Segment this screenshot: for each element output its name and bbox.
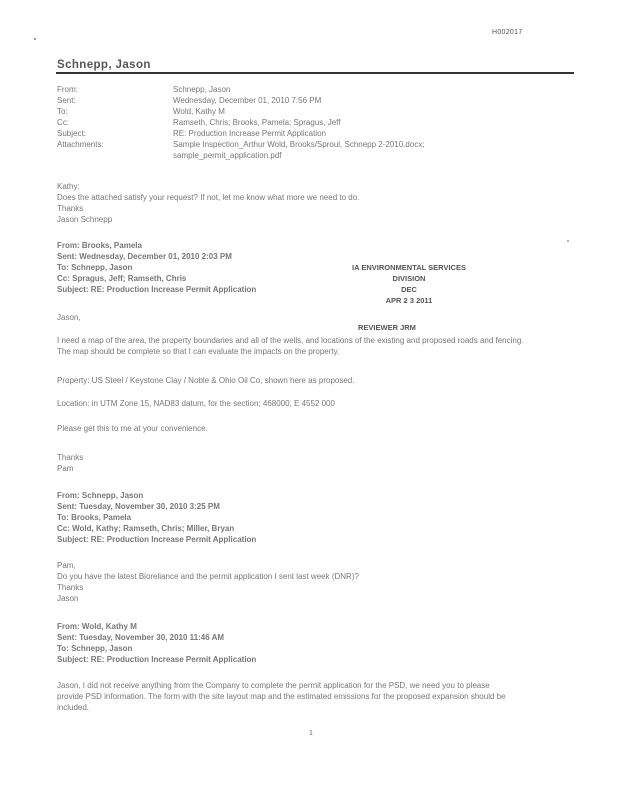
quoted-header-line: To: Brooks, Pamela xyxy=(57,513,132,522)
message-body xyxy=(57,181,557,225)
message-line: Thanks xyxy=(57,204,84,213)
message-line: Does the attached satisfy your request? If not, let me know what more we need to do. xyxy=(57,193,360,202)
quoted-header-line: To: Schnepp, Jason xyxy=(57,263,133,272)
quoted-header-line: Subject: RE: Production Increase Permit Application xyxy=(57,655,257,664)
reviewer-stamp: REVIEWER JRM xyxy=(358,323,416,332)
header-value: RE: Production Increase Permit Application xyxy=(173,129,326,138)
header-value: Sample Inspection_Arthur Wold, Brooks/Sproul, Schnepp 2-2010.docx; xyxy=(173,140,425,149)
quoted-greeting: Jason, xyxy=(57,313,81,322)
message-line: Pam, xyxy=(57,561,76,570)
stamp-line: IA ENVIRONMENTAL SERVICES xyxy=(352,263,466,272)
header-label: Sent: xyxy=(57,96,76,105)
quoted-header-3 xyxy=(57,621,557,665)
header-value: sample_permit_application.pdf xyxy=(173,151,282,160)
quoted-item-3: Please get this to me at your convenience. xyxy=(57,424,208,433)
quoted-header-line: Subject: RE: Production Increase Permit Application xyxy=(57,285,257,294)
header-row-to xyxy=(57,106,487,117)
header-value: Ramseth, Chris; Brooks, Pamela; Spragus, Jeff xyxy=(173,118,341,127)
quoted-body-3 xyxy=(57,680,557,713)
header-label: Attachments: xyxy=(57,140,104,149)
quoted-header-2 xyxy=(57,490,557,545)
message-line: Jason Schnepp xyxy=(57,215,113,224)
speck-mark xyxy=(34,38,36,40)
quoted-header-line: From: Wold, Kathy M xyxy=(57,622,137,631)
speck-mark-2 xyxy=(567,240,569,242)
quoted-header-line: Sent: Wednesday, December 01, 2010 2:03 PM xyxy=(57,252,232,261)
header-row-subject xyxy=(57,128,487,139)
person-name: Schnepp, Jason xyxy=(57,59,151,71)
message-line: Do you have the latest Bioreliance and the permit application I sent last week (DNR)? xyxy=(57,572,359,581)
header-value: Wold, Kathy M xyxy=(173,107,225,116)
header-row-sent xyxy=(57,95,487,106)
message-line: Jason, I did not receive anything from the Company to complete the permit application for the PSD, we need you to please xyxy=(57,681,490,690)
quoted-item-1: Property: US Steel / Keystone Clay / Noble & Ohio Oil Co, shown here as proposed. xyxy=(57,376,355,385)
quoted-body-2 xyxy=(57,560,557,604)
header-value: Schnepp, Jason xyxy=(173,85,231,94)
header-row-cc xyxy=(57,117,487,128)
quoted-header-1 xyxy=(57,240,557,295)
quoted-header-line: Sent: Tuesday, November 30, 2010 11:46 AM xyxy=(57,633,225,642)
header-label: To: xyxy=(57,107,68,116)
header-value: Wednesday, December 01, 2010 7:56 PM xyxy=(173,96,322,105)
message-line: I need a map of the area, the property boundaries and all of the wells, and locations of the existing and proposed roads and fencing. xyxy=(57,336,524,345)
header-rule xyxy=(56,72,574,74)
quoted-body-1 xyxy=(57,335,557,357)
page-id: H002017 xyxy=(492,29,523,36)
page-number: 1 xyxy=(309,730,313,737)
header-label: From: xyxy=(57,85,78,94)
quoted-header-line: From: Schnepp, Jason xyxy=(57,491,144,500)
message-line: Jason xyxy=(57,594,79,603)
quoted-header-line: To: Schnepp, Jason xyxy=(57,644,133,653)
email-header xyxy=(57,84,487,161)
message-line: Pam xyxy=(57,464,74,473)
header-row-from xyxy=(57,84,487,95)
quoted-header-line: From: Brooks, Pamela xyxy=(57,241,142,250)
stamp-line: DIVISION xyxy=(392,274,426,283)
quoted-header-line: Sent: Tuesday, November 30, 2010 3:25 PM xyxy=(57,502,220,511)
header-row-attachments xyxy=(57,139,487,150)
stamp-line: DEC xyxy=(401,285,417,294)
header-label: Cc: xyxy=(57,118,69,127)
message-line: provide PSD information. The form with the site layout map and the estimated emissions for the proposed expansion should be xyxy=(57,692,506,701)
quoted-header-line: Cc: Spragus, Jeff; Ramseth, Chris xyxy=(57,274,187,283)
message-line: Thanks xyxy=(57,583,84,592)
quoted-close xyxy=(57,452,557,474)
message-line: Thanks xyxy=(57,453,84,462)
quoted-header-line: Cc: Wold, Kathy; Ramseth, Chris; Miller, Bryan xyxy=(57,524,235,533)
message-line: The map should be complete so that I can evaluate the impacts on the property. xyxy=(57,347,340,356)
message-line: Kathy: xyxy=(57,182,80,191)
stamp-line: APR 2 3 2011 xyxy=(385,296,433,305)
quoted-header-line: Subject: RE: Production Increase Permit Application xyxy=(57,535,257,544)
header-label: Subject: xyxy=(57,129,86,138)
message-line: included. xyxy=(57,703,90,712)
quoted-item-2: Location: in UTM Zone 15, NAD83 datum, for the section; 468000, E 4552 000 xyxy=(57,399,335,408)
received-stamp xyxy=(344,262,474,306)
header-label xyxy=(57,150,173,161)
header-row-attachments-cont xyxy=(57,150,487,161)
